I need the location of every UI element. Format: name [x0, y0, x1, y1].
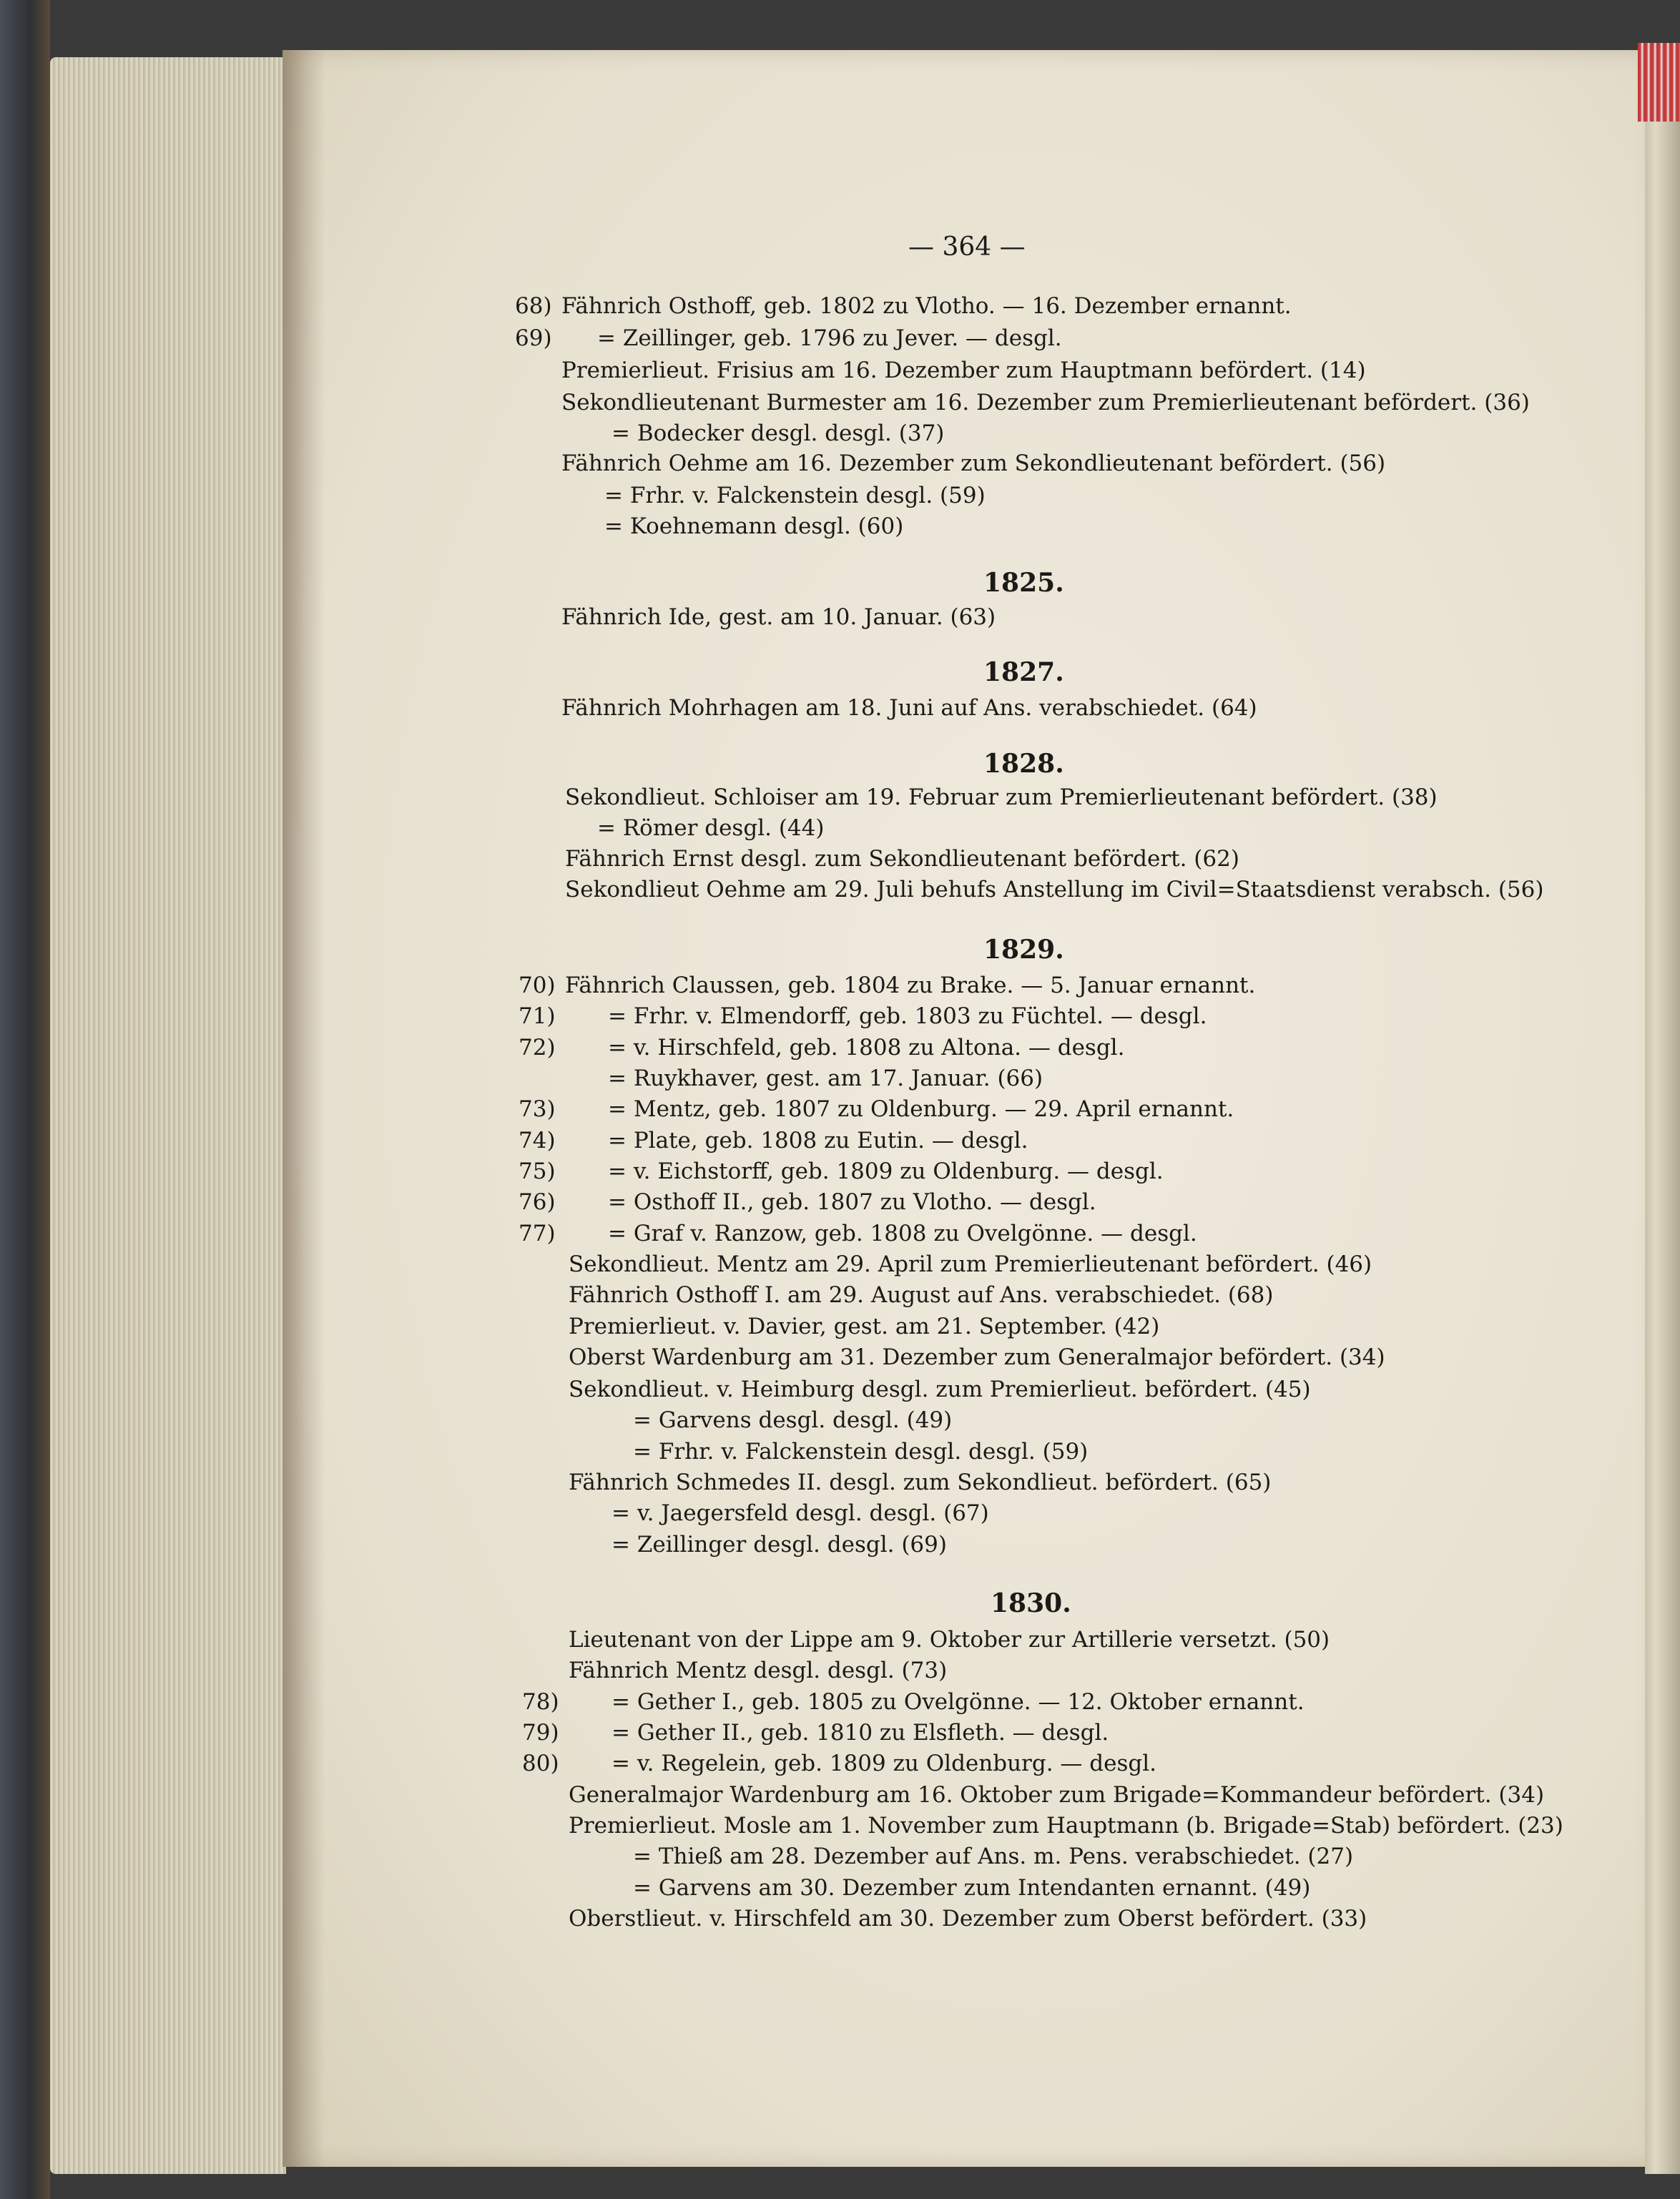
entry-line: Oberstlieut. v. Hirschfeld am 30. Dezember zum Oberst befördert. (33): [569, 1906, 1367, 1932]
entry-num: 74): [519, 1128, 556, 1153]
entry-line: = Mentz, geb. 1807 zu Oldenburg. — 29. April ernannt.: [608, 1096, 1234, 1122]
entry-num: 76): [519, 1189, 556, 1215]
entry-line: Fähnrich Oehme am 16. Dezember zum Sekondlieutenant befördert. (56): [561, 451, 1386, 476]
entry-line: Premierlieut. v. Davier, gest. am 21. September. (42): [569, 1314, 1160, 1339]
entry-line: = v. Regelein, geb. 1809 zu Oldenburg. — desgl.: [611, 1751, 1156, 1776]
entry-line: = Graf v. Ranzow, geb. 1808 zu Ovelgönne. — desgl.: [608, 1221, 1197, 1246]
entry-line: = Osthoff II., geb. 1807 zu Vlotho. — desgl.: [608, 1189, 1096, 1215]
entry-line: Sekondlieut. Mentz am 29. April zum Premierlieutenant befördert. (46): [569, 1251, 1372, 1277]
entry-num: 80): [522, 1751, 559, 1776]
entry-line: Fähnrich Mentz desgl. desgl. (73): [569, 1658, 948, 1683]
entry-line: Fähnrich Mohrhagen am 18. Juni auf Ans. verabschiedet. (64): [561, 695, 1257, 721]
entry-line: = Frhr. v. Falckenstein desgl. desgl. (59): [633, 1439, 1089, 1465]
entry-line: = v. Hirschfeld, geb. 1808 zu Altona. — desgl.: [608, 1035, 1125, 1061]
entry-num: 72): [519, 1035, 556, 1061]
entry-line: Fähnrich Ide, gest. am 10. Januar. (63): [561, 604, 996, 630]
year-heading-1828: 1828.: [983, 749, 1064, 779]
entry-line: = Zeillinger, geb. 1796 zu Jever. — desgl.: [597, 325, 1062, 351]
entry-line: Sekondlieut. Schloiser am 19. Februar zum Premierlieutenant befördert. (38): [565, 784, 1438, 810]
entry-line: Premierlieut. Mosle am 1. November zum Hauptmann (b. Brigade=Stab) befördert. (23): [569, 1813, 1563, 1839]
page-number: — 364 —: [908, 232, 1026, 262]
entry-line: Fähnrich Osthoff I. am 29. August auf Ans. verabschiedet. (68): [569, 1282, 1274, 1308]
entry-num: 69): [515, 325, 552, 351]
entry-num: 79): [522, 1720, 559, 1746]
entry-line: = Garvens am 30. Dezember zum Intendanten ernannt. (49): [633, 1875, 1311, 1901]
entry-line: = Gether II., geb. 1810 zu Elsfleth. — desgl.: [611, 1720, 1109, 1746]
entry-line: = Ruykhaver, gest. am 17. Januar. (66): [608, 1066, 1043, 1091]
entry-line: Sekondlieut Oehme am 29. Juli behufs Anstellung im Civil=Staatsdienst verabsch. (56): [565, 877, 1544, 902]
entry-line: Fähnrich Ernst desgl. zum Sekondlieutenant befördert. (62): [565, 846, 1239, 872]
year-heading-1830: 1830.: [991, 1588, 1071, 1618]
year-heading-1827: 1827.: [983, 657, 1064, 687]
entry-line: Sekondlieutenant Burmester am 16. Dezember zum Premierlieutenant befördert. (36): [561, 390, 1530, 415]
entry-num: 77): [519, 1221, 556, 1246]
entry-line: Premierlieut. Frisius am 16. Dezember zum Hauptmann befördert. (14): [561, 358, 1366, 383]
entry-line: = Frhr. v. Elmendorff, geb. 1803 zu Füchtel. — desgl.: [608, 1003, 1207, 1029]
entry-num: 68): [515, 293, 552, 319]
entry-line: Fähnrich Claussen, geb. 1804 zu Brake. — 5. Januar ernannt.: [565, 973, 1256, 998]
entry-line: = Frhr. v. Falckenstein desgl. (59): [604, 483, 986, 508]
entry-line: = Römer desgl. (44): [597, 815, 825, 841]
entry-line: = Thieß am 28. Dezember auf Ans. m. Pens. verabschiedet. (27): [633, 1844, 1354, 1869]
entry-line: Lieutenant von der Lippe am 9. Oktober zur Artillerie versetzt. (50): [569, 1627, 1330, 1653]
entry-num: 71): [519, 1003, 556, 1029]
entry-num: 75): [519, 1158, 556, 1184]
entry-line: = Plate, geb. 1808 zu Eutin. — desgl.: [608, 1128, 1028, 1153]
entry-line: = v. Jaegersfeld desgl. desgl. (67): [611, 1500, 989, 1526]
entry-num: 73): [519, 1096, 556, 1122]
entry-line: Sekondlieut. v. Heimburg desgl. zum Premierlieut. befördert. (45): [569, 1377, 1311, 1402]
entry-line: = Zeillinger desgl. desgl. (69): [611, 1532, 947, 1558]
year-heading-1825: 1825.: [983, 568, 1064, 598]
entry-line: = Garvens desgl. desgl. (49): [633, 1407, 953, 1433]
entry-num: 70): [519, 973, 556, 998]
entry-line: Fähnrich Osthoff, geb. 1802 zu Vlotho. — 16. Dezember ernannt.: [561, 293, 1292, 319]
entry-line: = Bodecker desgl. desgl. (37): [611, 420, 945, 446]
entry-line: = v. Eichstorff, geb. 1809 zu Oldenburg. — desgl.: [608, 1158, 1164, 1184]
year-heading-1829: 1829.: [983, 935, 1064, 965]
entry-line: Oberst Wardenburg am 31. Dezember zum Generalmajor befördert. (34): [569, 1344, 1385, 1370]
entry-line: Fähnrich Schmedes II. desgl. zum Sekondlieut. befördert. (65): [569, 1470, 1272, 1495]
entry-line: = Gether I., geb. 1805 zu Ovelgönne. — 12. Oktober ernannt.: [611, 1689, 1305, 1715]
entry-line: Generalmajor Wardenburg am 16. Oktober zum Brigade=Kommandeur befördert. (34): [569, 1782, 1545, 1808]
entry-line: = Koehnemann desgl. (60): [604, 513, 904, 539]
entry-num: 78): [522, 1689, 559, 1715]
